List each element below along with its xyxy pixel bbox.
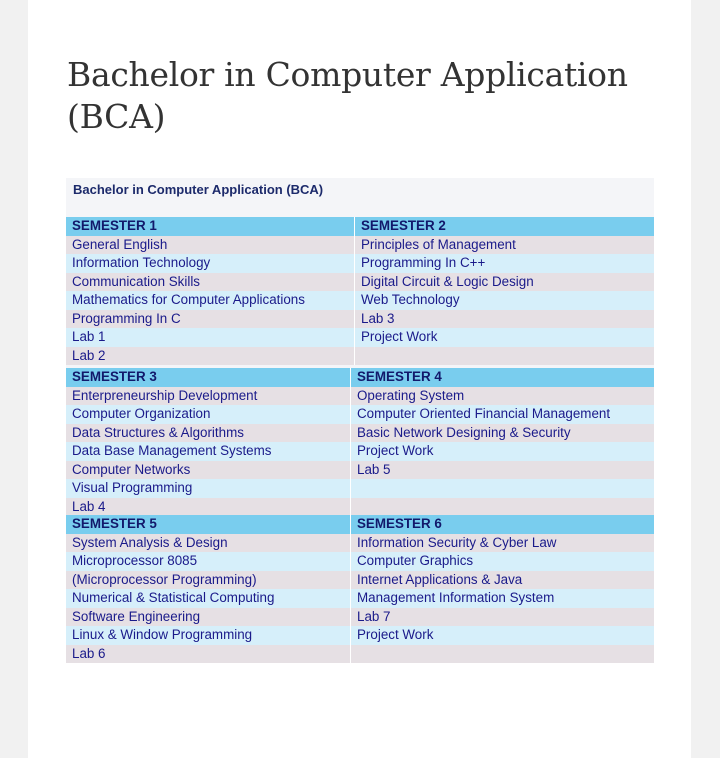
course-cell-left: Microprocessor 8085 — [66, 552, 351, 571]
course-cell-right — [355, 347, 654, 366]
table-row — [66, 479, 654, 498]
course-cell-left: Data Base Management Systems — [66, 442, 351, 461]
semester-block — [66, 515, 654, 663]
course-cell-left: (Microprocessor Programming) — [66, 571, 351, 590]
course-cell-left: Lab 1 — [66, 328, 355, 347]
course-cell-right: Principles of Management — [355, 236, 654, 255]
course-cell-right: Programming In C++ — [355, 254, 654, 273]
course-cell-right: Operating System — [351, 387, 654, 406]
course-cell-left: Computer Organization — [66, 405, 351, 424]
course-cell-right: Basic Network Designing & Security — [351, 424, 654, 443]
course-cell-left: Computer Networks — [66, 461, 351, 480]
course-cell-right: Information Security & Cyber Law — [351, 534, 654, 553]
course-cell-left: Information Technology — [66, 254, 355, 273]
table-row — [66, 387, 654, 406]
table-row — [66, 589, 654, 608]
page-title: Bachelor in Computer Application (BCA) — [67, 55, 628, 136]
course-cell-right: Lab 5 — [351, 461, 654, 480]
course-cell-right: Project Work — [351, 626, 654, 645]
table-row — [66, 626, 654, 645]
table-row — [66, 461, 654, 480]
course-cell-right: Project Work — [351, 442, 654, 461]
course-cell-right: Web Technology — [355, 291, 654, 310]
semester-header-right: SEMESTER 4 — [351, 368, 654, 387]
semester-header-row — [66, 217, 654, 236]
course-cell-right: Computer Graphics — [351, 552, 654, 571]
course-cell-right: Lab 7 — [351, 608, 654, 627]
table-row — [66, 424, 654, 443]
course-cell-right — [351, 498, 654, 517]
semester-header-left: SEMESTER 1 — [66, 217, 355, 236]
course-cell-right: Internet Applications & Java — [351, 571, 654, 590]
table-caption: Bachelor in Computer Application (BCA) — [73, 182, 324, 197]
table-row — [66, 534, 654, 553]
course-cell-right: Management Information System — [351, 589, 654, 608]
course-cell-right: Digital Circuit & Logic Design — [355, 273, 654, 292]
syllabus-table-image — [66, 178, 654, 662]
table-row — [66, 236, 654, 255]
course-cell-left: Mathematics for Computer Applications — [66, 291, 355, 310]
table-row — [66, 552, 654, 571]
course-cell-right: Project Work — [355, 328, 654, 347]
semester-header-right: SEMESTER 6 — [351, 515, 654, 534]
course-cell-left: Linux & Window Programming — [66, 626, 351, 645]
table-row — [66, 347, 654, 366]
course-cell-right — [351, 479, 654, 498]
table-row — [66, 498, 654, 517]
semester-header-right: SEMESTER 2 — [355, 217, 654, 236]
course-cell-left: Data Structures & Algorithms — [66, 424, 351, 443]
course-cell-left: Programming In C — [66, 310, 355, 329]
table-row — [66, 571, 654, 590]
course-cell-left: System Analysis & Design — [66, 534, 351, 553]
semester-block — [66, 368, 654, 516]
course-cell-left: Software Engineering — [66, 608, 351, 627]
course-cell-right: Lab 3 — [355, 310, 654, 329]
course-cell-left: Enterpreneurship Development — [66, 387, 351, 406]
course-cell-left: Lab 2 — [66, 347, 355, 366]
table-row — [66, 273, 654, 292]
table-row — [66, 254, 654, 273]
table-row — [66, 442, 654, 461]
semester-header-row — [66, 515, 654, 534]
semester-header-left: SEMESTER 3 — [66, 368, 351, 387]
table-row — [66, 645, 654, 664]
table-row — [66, 328, 654, 347]
course-cell-left: Visual Programming — [66, 479, 351, 498]
course-cell-left: Communication Skills — [66, 273, 355, 292]
course-cell-left: Lab 4 — [66, 498, 351, 517]
semester-header-row — [66, 368, 654, 387]
semester-block — [66, 217, 654, 365]
table-row — [66, 608, 654, 627]
semester-header-left: SEMESTER 5 — [66, 515, 351, 534]
course-cell-left: Numerical & Statistical Computing — [66, 589, 351, 608]
course-cell-right: Computer Oriented Financial Management — [351, 405, 654, 424]
course-cell-left: Lab 6 — [66, 645, 351, 664]
course-cell-left: General English — [66, 236, 355, 255]
table-row — [66, 291, 654, 310]
table-row — [66, 405, 654, 424]
course-cell-right — [351, 645, 654, 664]
table-row — [66, 310, 654, 329]
